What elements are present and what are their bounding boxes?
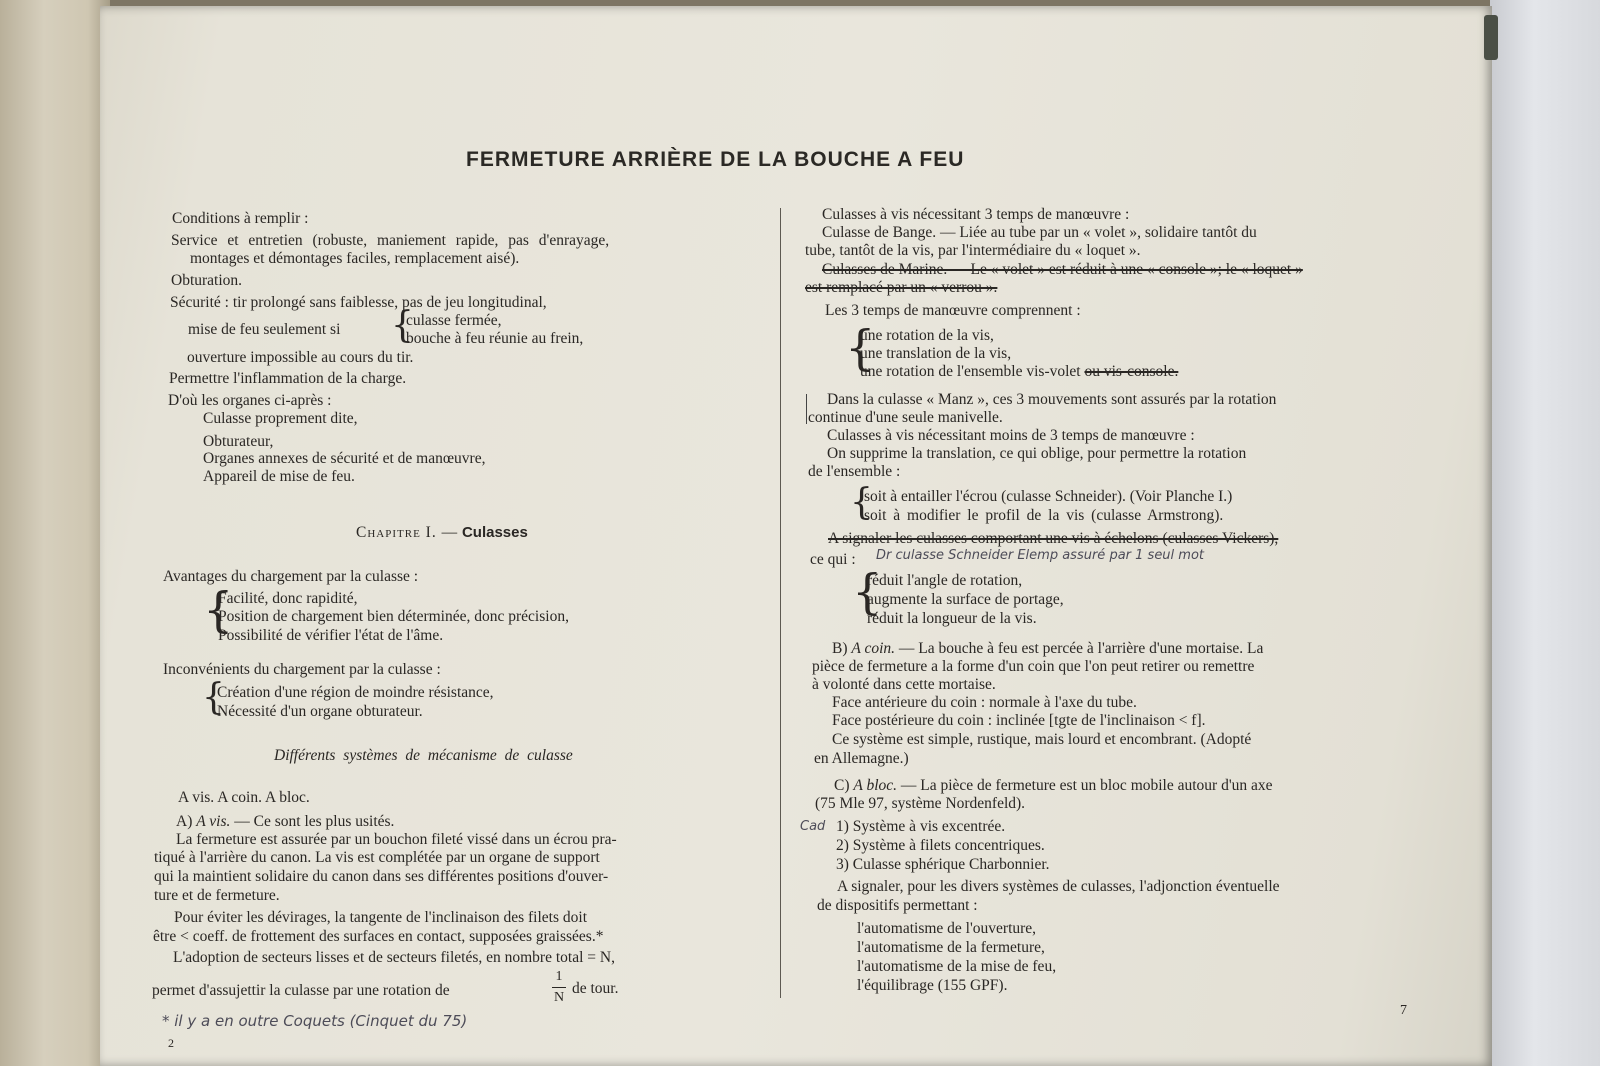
section-c-text: — La pièce de fermeture est un bloc mobile autour d'un axe [900,777,1273,794]
page-number-right: 7 [1400,1003,1407,1018]
right-line-5: est remplacé par un « verrou ». [805,279,998,296]
left-line-31a: permet d'assujettir la culasse par une rotation de [152,982,450,999]
left-line-1: Conditions à remplir : [172,210,309,227]
right-line-2: Culasse de Bange. — Liée au tube par un « volet », solidaire tantôt du [822,224,1257,241]
right-line-32: 2) Système à filets concentriques. [836,837,1045,854]
right-line-11: continue d'une seule manivelle. [808,409,1003,426]
right-line-37: l'automatisme de la fermeture, [857,939,1045,956]
right-line-13: On supprime la translation, ce qui oblige, pour permettre la rotation [827,445,1247,462]
left-line-29: être < coeff. de frottement des surfaces en contact, supposées graissées.* [153,928,604,945]
left-line-26: qui la maintient solidaire du canon dans ses différentes positions d'ouver- [154,868,609,885]
left-line-6a: culasse fermée, [406,312,502,329]
section-a-text: — Ce sont les plus usités. [234,813,395,830]
left-line-13: Appareil de mise de feu. [203,468,355,485]
left-line-2: Service et entretien (robuste, maniement rapide, pas d'enrayage, [171,232,610,249]
brace-icon: { [203,582,234,638]
left-line-9: D'où les organes ci-après : [168,392,332,409]
brace-icon: { [202,677,225,718]
left-line-11: Obturateur, [203,433,274,450]
right-line-8: une translation de la vis, [860,345,1012,362]
right-line-27: Ce système est simple, rustique, mais lourd et encombrant. (Adopté [832,731,1252,748]
background-right [1490,0,1600,1066]
left-line-25: tiqué à l'arrière du canon. La vis est complétée par un organe de support [154,849,600,866]
right-line-9 [860,363,1178,381]
section-c-label: C) [834,777,850,794]
right-line-16: soit à modifier le profil de la vis (culasse Armstrong). [864,507,1224,524]
left-line-22: A vis. A coin. A bloc. [178,789,310,806]
left-line-6b: mise de feu seulement si [188,321,341,338]
fraction-bar [552,987,566,988]
right-line-38: l'automatisme de la mise de feu, [857,958,1057,975]
right-line-31: 1) Système à vis excentrée. [836,818,1006,835]
left-line-7: ouverture impossible au cours du tir. [187,349,414,366]
left-line-8: Permettre l'inflammation de la charge. [169,370,407,387]
brace-icon: { [391,305,414,346]
left-line-3: montages et démontages faciles, remplacement aisé). [190,250,520,267]
left-line-4: Obturation. [171,272,243,289]
right-line-21: réduit la longueur de la vis. [867,610,1037,627]
section-b-text: — La bouche à feu est percée à l'arrière d'une mortaise. La [898,640,1264,657]
left-line-30: L'adoption de secteurs lisses et de secteurs filetés, en nombre total = N, [173,949,615,966]
right-line-30: (75 Mle 97, système Nordenfeld). [815,795,1026,812]
right-line-28: en Allemagne.) [814,750,909,767]
chapter-title: Culasses [461,524,528,541]
right-line-35: de dispositifs permettant : [817,897,978,914]
left-line-15: Facilité, donc rapidité, [218,590,358,607]
right-line-12: Culasses à vis nécessitant moins de 3 temps de manœuvre : [827,427,1195,444]
right-line-19: réduit l'angle de rotation, [867,572,1023,589]
fraction-denominator: N [553,990,565,1005]
right-line-34: A signaler, pour les divers systèmes de culasses, l'adjonction éventuelle [837,878,1280,895]
right-line-23: pièce de fermeture a la forme d'un coin que l'on peut retirer ou remettre [812,658,1255,675]
handwritten-footnote: * il y a en outre Coquets (Cinquet du 75) [162,1012,468,1030]
left-line-27: ture et de fermeture. [154,887,280,904]
section-c-title: A bloc. [853,777,897,794]
binder-clip [1484,15,1498,60]
right-line-9a: une rotation de l'ensemble vis-volet [860,363,1081,380]
right-line-7: une rotation de la vis, [860,327,994,344]
left-line-10: Culasse proprement dite, [203,410,358,427]
brace-icon: { [852,564,883,620]
right-line-25: Face antérieure du coin : normale à l'axe du tube. [832,694,1137,711]
left-line-14: Avantages du chargement par la culasse : [163,568,419,585]
right-line-26: Face postérieure du coin : inclinée [tgte de l'inclinaison < f]. [832,712,1206,729]
left-line-23 [176,813,394,831]
margin-mark [806,394,807,424]
left-line-28: Pour éviter les dévirages, la tangente de l'inclinaison des filets doit [174,909,587,926]
right-line-24: à volonté dans cette mortaise. [812,676,996,693]
left-line-12: Organes annexes de sécurité et de manœuvre, [203,450,486,467]
left-line-31b: de tour. [572,980,619,997]
page-number-left: 2 [168,1036,174,1050]
right-line-33: 3) Culasse sphérique Charbonnier. [836,856,1050,873]
section-a-title: A vis. [196,813,231,830]
right-line-6: Les 3 temps de manœuvre comprennent : [825,302,1081,319]
right-line-10: Dans la culasse « Manz », ces 3 mouvements sont assurés par la rotation [827,391,1277,408]
right-line-4: Culasses de Marine. — Le « volet » est réduit à une « console »; le « loquet » [822,261,1303,278]
left-line-19: Création d'une région de moindre résistance, [217,684,494,701]
chapter-prefix: Chapitre I. — [356,524,459,541]
brace-icon: { [850,482,873,523]
handwritten-margin-note: Cad [800,819,826,834]
left-line-5: Sécurité : tir prolongé sans faiblesse, pas de jeu longitudinal, [170,294,547,311]
left-line-18: Inconvénients du chargement par la culasse : [163,661,441,678]
right-line-1: Culasses à vis nécessitant 3 temps de manœuvre : [822,206,1130,223]
chapter-heading [356,524,528,542]
right-line-39: l'équilibrage (155 GPF). [857,977,1008,994]
right-line-15: soit à entailler l'écrou (culasse Schneider). (Voir Planche I.) [864,488,1233,505]
section-b-label: B) [832,640,848,657]
left-line-6c: bouche à feu réunie au frein, [406,330,584,347]
right-line-17: A signaler les culasses comportant une vis à échelons (culasses Vickers), [828,530,1279,547]
left-line-20: Nécessité d'un organe obturateur. [217,703,423,720]
page-title: FERMETURE ARRIÈRE DE LA BOUCHE A FEU [466,148,965,171]
book-spine [0,0,110,1066]
right-line-20: augmente la surface de portage, [867,591,1064,608]
column-divider [780,208,781,998]
fraction-numerator: 1 [555,969,563,984]
left-line-17: Possibilité de vérifier l'état de l'âme. [218,627,444,644]
left-line-24: La fermeture est assurée par un bouchon fileté vissé dans un écrou pra- [176,831,617,848]
right-line-3: tube, tantôt de la vis, par l'intermédiaire du « loquet ». [805,242,1141,259]
brace-icon: { [845,320,876,376]
section-b-title: A coin. [851,640,895,657]
right-line-29 [834,777,1273,795]
left-line-21: Différents systèmes de mécanisme de culasse [274,747,573,764]
handwritten-annotation: Dr culasse Schneider Elemp assuré par 1 seul mot [876,548,1205,563]
right-line-18: ce qui : [810,551,856,568]
section-a-label: A) [176,813,193,830]
right-line-14: de l'ensemble : [808,463,901,480]
left-line-16: Position de chargement bien déterminée, donc précision, [218,608,569,625]
right-line-36: l'automatisme de l'ouverture, [857,920,1037,937]
right-line-22 [832,640,1263,658]
right-line-9b: ou vis-console. [1084,363,1179,380]
